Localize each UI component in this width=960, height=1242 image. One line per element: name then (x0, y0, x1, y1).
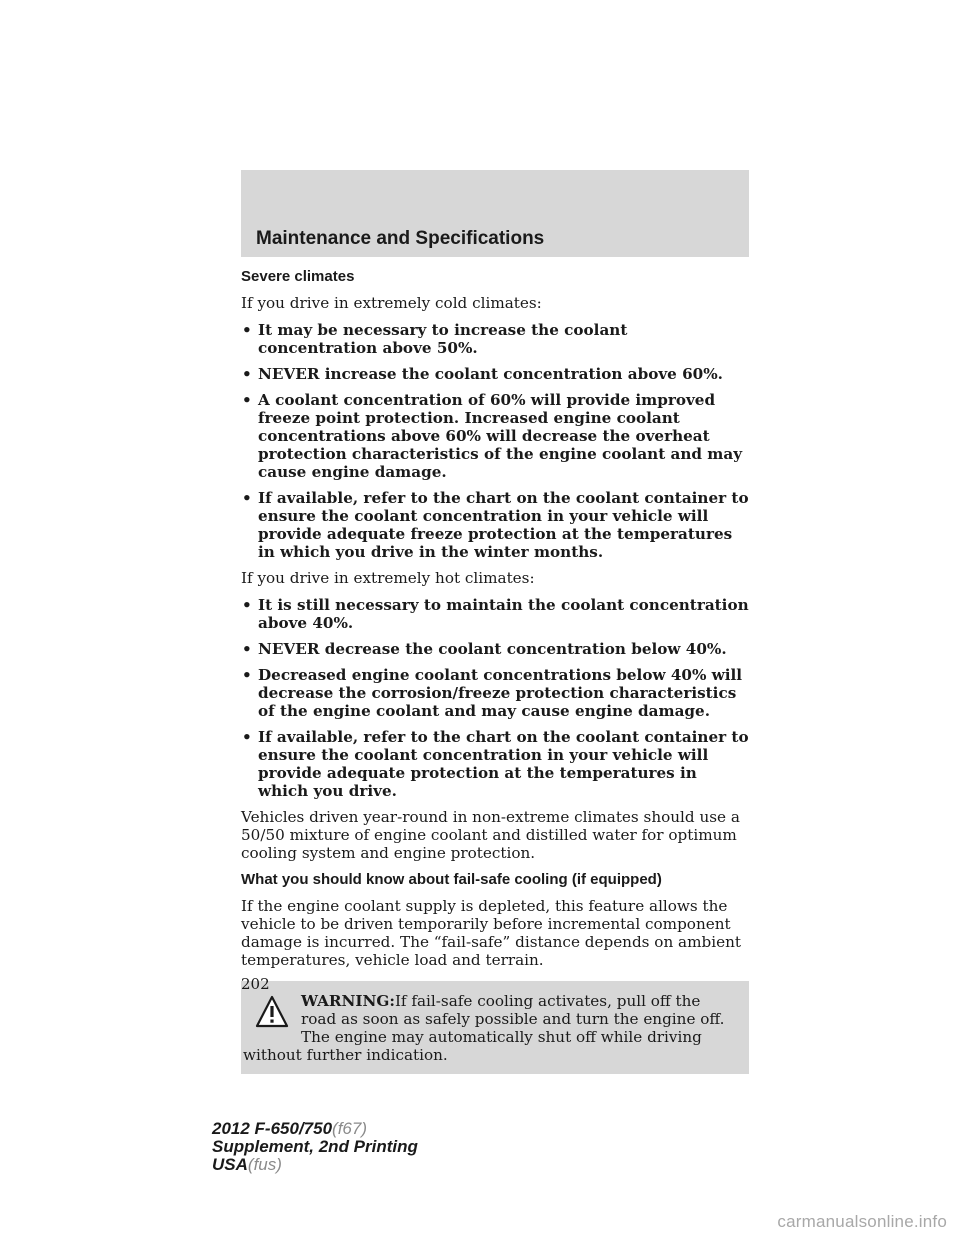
bullet-icon: • (242, 728, 252, 746)
bullet-icon: • (242, 666, 252, 684)
bullet-icon: • (242, 640, 252, 658)
list-item: • A coolant concentration of 60% will provide improved freeze point protection. Increased engine coolant concentrations above 60% will decrease the overheat protection characteristics of the engine coolant and may cause engine damage. (242, 391, 743, 481)
bullet-icon: • (242, 365, 252, 383)
footer-market-code: (fus) (247, 1155, 282, 1174)
page-number: 202 (241, 975, 270, 993)
bullet-icon: • (242, 321, 252, 339)
list-item: • NEVER increase the coolant concentration above 60%. (242, 365, 723, 383)
cold-climates-intro: If you drive in extremely cold climates: (241, 294, 542, 312)
severe-climates-heading: Severe climates (241, 268, 355, 285)
list-item: • It is still necessary to maintain the coolant concentration above 40%. (242, 596, 749, 632)
section-header-band (241, 170, 749, 257)
page-content (241, 268, 749, 1074)
footer-market: USA (212, 1155, 248, 1174)
list-item: • It may be necessary to increase the coolant concentration above 50%. (242, 321, 628, 357)
fail-safe-cooling-paragraph: If the engine coolant supply is depleted, this feature allows the vehicle to be driven temporarily before incremental component damage is incurred. The “fail-safe” distance depends on ambient temperatures, vehicle load and terrain. (241, 897, 741, 969)
site-watermark: carmanualsonline.info (777, 1212, 947, 1231)
hot-climates-list (241, 596, 749, 800)
warning-label: WARNING: (301, 992, 395, 1010)
warning-text: If fail-safe cooling activates, pull off the road as soon as safely possible and turn the engine off. The engine may automatically shut off while driving without further indication. (243, 992, 725, 1064)
bullet-icon: • (242, 391, 252, 409)
footer-model: 2012 F-650/750 (212, 1119, 333, 1138)
bullet-icon: • (242, 489, 252, 507)
non-extreme-climates-paragraph: Vehicles driven year-round in non-extreme climates should use a 50/50 mixture of engine coolant and distilled water for optimum cooling system and engine protection. (241, 808, 740, 862)
list-item: • Decreased engine coolant concentrations below 40% will decrease the corrosion/freeze protection characteristics of the engine coolant and may cause engine damage. (242, 666, 743, 720)
cold-climates-list (241, 321, 749, 561)
list-item: • NEVER decrease the coolant concentration below 40%. (242, 640, 727, 658)
footer-model-code: (f67) (332, 1119, 368, 1138)
warning-triangle-icon (255, 995, 289, 1029)
bullet-icon: • (242, 596, 252, 614)
print-footer (212, 1120, 418, 1174)
list-item: • If available, refer to the chart on the coolant container to ensure the coolant concentration in your vehicle will provide adequate protection at the temperatures in which you drive. (242, 728, 749, 800)
section-title: Maintenance and Specifications (256, 228, 545, 249)
footer-edition: Supplement, 2nd Printing (212, 1137, 418, 1156)
hot-climates-intro: If you drive in extremely hot climates: (241, 569, 535, 587)
list-item: • If available, refer to the chart on the coolant container to ensure the coolant concentration in your vehicle will provide adequate freeze protection at the temperatures in which you drive in the winter months. (242, 489, 749, 561)
warning-box (241, 981, 749, 1074)
fail-safe-cooling-heading: What you should know about fail-safe cooling (if equipped) (241, 871, 662, 888)
